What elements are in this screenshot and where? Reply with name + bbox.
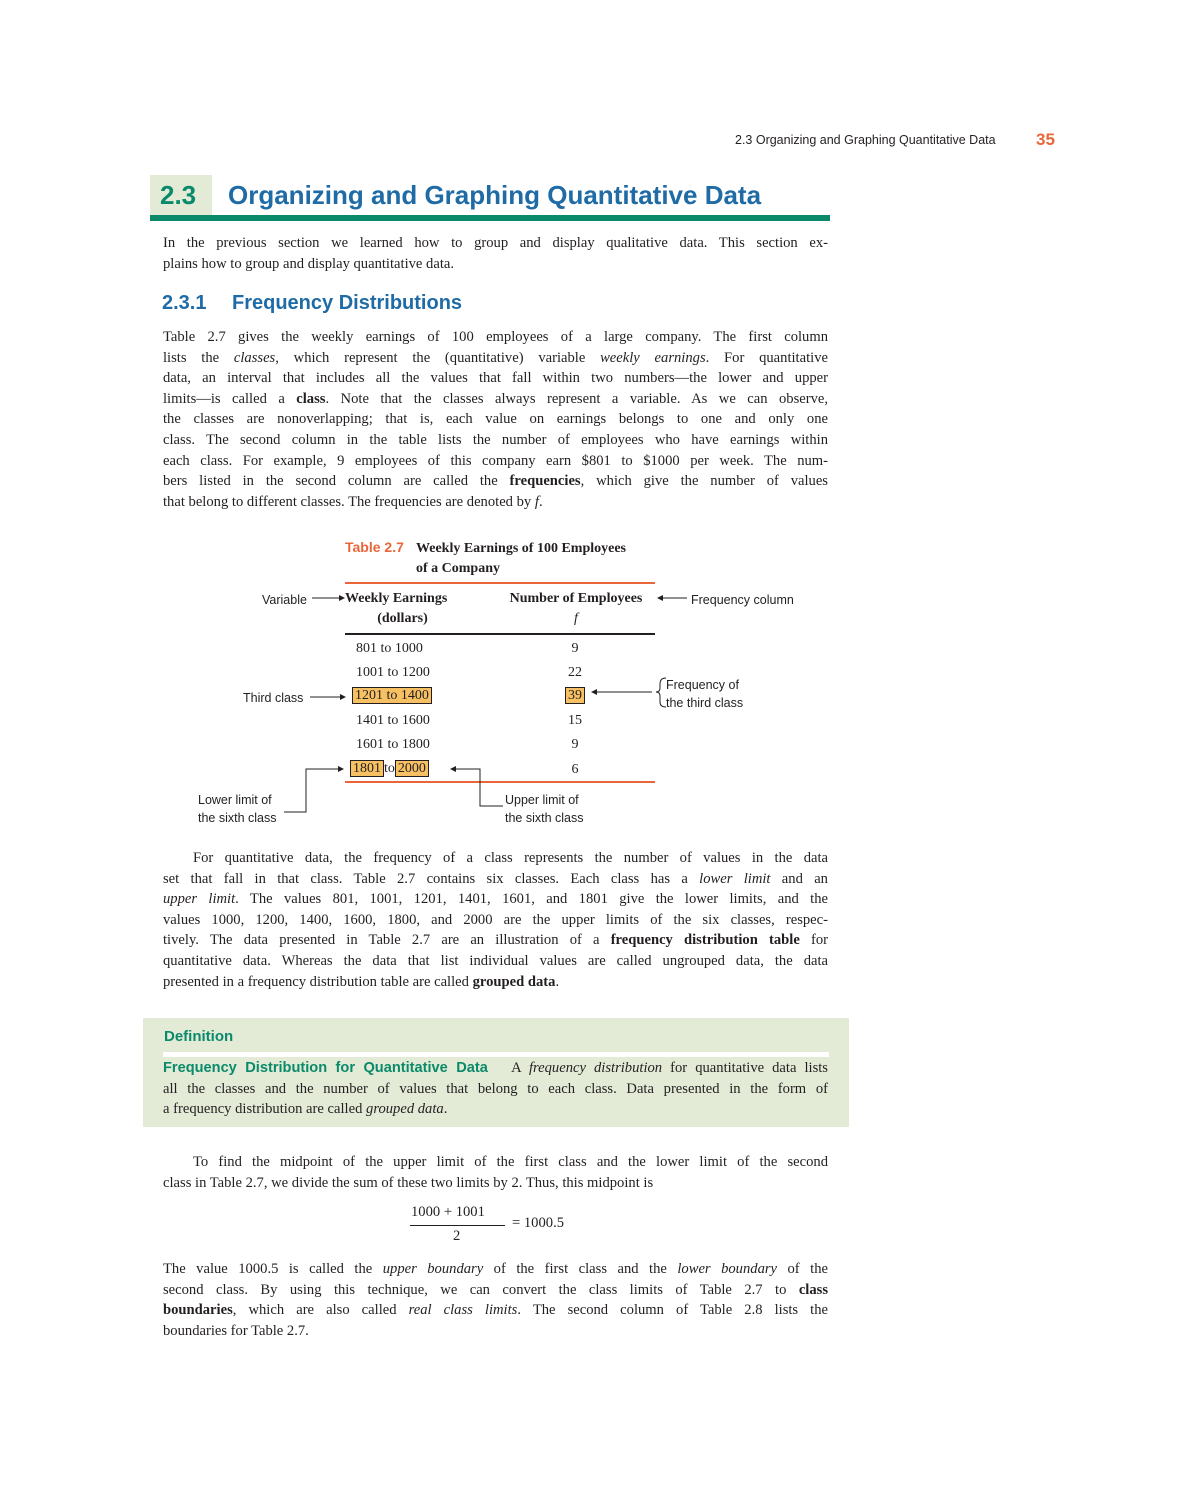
note-line: the sixth class [505, 811, 584, 825]
definition-rule [163, 1052, 829, 1057]
midpoint-paragraph [163, 1152, 828, 1193]
table-cell-f: 9 [571, 737, 579, 752]
formula-denominator: 2 [453, 1228, 461, 1244]
note-line: Upper limit of [505, 793, 579, 807]
table-caption-line: of a Company [416, 561, 501, 576]
text-line: Table 2.7 gives the weekly earnings of 100 employees of a large company. The first column [163, 329, 828, 345]
sixth-class-lower-highlight: 1801 [350, 760, 384, 777]
formula-fraction-bar [410, 1225, 505, 1226]
text-line: upper limit. The values 801, 1001, 1201, 1401, 1601, and 1801 give the lower limits, and the [163, 891, 828, 908]
text-line: bers listed in the second column are called the frequencies, which give the number of values [163, 473, 828, 490]
limits-paragraph [163, 848, 828, 992]
text-line: the classes are nonoverlapping; that is, each value on earnings belongs to one and only one [163, 411, 828, 428]
upper-limit-arrow [456, 769, 503, 806]
text-line: tively. The data presented in Table 2.7 are an illustration of a frequency distribution table for [163, 932, 829, 949]
text-line: Frequency Distribution for Quantitative Data A frequency distribution for quantitative data lists [163, 1060, 828, 1076]
formula-result: = 1000.5 [512, 1215, 565, 1231]
text-line: second class. By using this technique, we can convert the class limits of Table 2.7 to class [163, 1281, 828, 1298]
page-number: 35 [1036, 130, 1055, 149]
frequency-column-note: Frequency column [691, 593, 794, 607]
third-class-note: Third class [243, 691, 304, 705]
third-frequency-highlight: 39 [565, 687, 585, 704]
section-number: 2.3 [160, 180, 197, 210]
text-line: plains how to group and display quantitative data. [163, 255, 455, 272]
note-line: Lower limit of [198, 793, 272, 807]
table-label: Table 2.7 [345, 539, 404, 555]
class-sep: to [384, 761, 395, 776]
table-cell-f: 9 [571, 641, 579, 656]
table-cell-class: 801 to 1000 [356, 641, 423, 656]
text-line: class. The second column in the table lists the number of employees who have earnings within [163, 431, 828, 448]
sixth-class-upper-highlight: 2000 [395, 760, 429, 777]
text-line: all the classes and the number of values that belong to each class. Data presented in the form of [163, 1080, 828, 1097]
col-header-earnings-unit: (dollars) [377, 611, 428, 626]
text-line: limits—is called a class. Note that the classes always represent a variable. As we can observe, [163, 390, 829, 407]
running-header: 2.3 Organizing and Graphing Quantitative Data [735, 133, 996, 147]
subsection-title: Frequency Distributions [232, 292, 463, 314]
lower-limit-arrow [284, 769, 338, 812]
text-line: a frequency distribution are called grouped data. [163, 1101, 448, 1118]
note-line: Frequency of [666, 678, 739, 692]
definition-label: Definition [164, 1028, 234, 1045]
brace [656, 678, 666, 707]
table-cell-f: 6 [571, 762, 579, 777]
text-line: that belong to different classes. The frequencies are denoted by f. [163, 493, 543, 510]
text-line: quantitative data. Whereas the data that list individual values are called ungrouped data, the data [163, 952, 828, 969]
text-line: class in Table 2.7, we divide the sum of these two limits by 2. Thus, this midpoint is [163, 1174, 654, 1191]
note-line: the sixth class [198, 811, 277, 825]
table-cell-class: 1401 to 1600 [356, 713, 430, 728]
variable-note: Variable [262, 593, 307, 607]
class-upper: 1400 [400, 688, 429, 703]
col-header-employees: Number of Employees [509, 591, 643, 606]
text-line: The value 1000.5 is called the upper boundary of the first class and the lower boundary of the [163, 1261, 828, 1277]
text-line: data, an interval that includes all the values that fall within two numbers—the lower and upper [163, 370, 828, 387]
text-line: presented in a frequency distribution table are called grouped data. [163, 973, 560, 990]
note-line: the third class [666, 696, 744, 710]
text-line: boundaries for Table 2.7. [163, 1322, 309, 1339]
table-cell-class: 1601 to 1800 [356, 737, 430, 752]
text-line: For quantitative data, the frequency of a class represents the number of values in the data [193, 850, 828, 866]
text-line: each class. For example, 9 employees of this company earn $801 to $1000 per week. The num- [163, 452, 828, 469]
col-header-f: f [574, 611, 578, 626]
text-line: To find the midpoint of the upper limit of the first class and the lower limit of the second [193, 1154, 828, 1170]
text-line: In the previous section we learned how to group and display qualitative data. This section ex- [163, 235, 828, 251]
table-cell-f: 22 [568, 665, 582, 680]
class-sep: to [383, 688, 401, 703]
boundaries-paragraph [163, 1259, 828, 1341]
definition-text [163, 1058, 828, 1120]
section-title: Organizing and Graphing Quantitative Data [228, 180, 762, 210]
formula-numerator: 1000 + 1001 [411, 1204, 485, 1220]
subsection-number: 2.3.1 [162, 292, 207, 314]
text-line: boundaries, which are also called real class limits. The second column of Table 2.8 lists the [163, 1302, 829, 1319]
text-line: values 1000, 1200, 1400, 1600, 1800, and 2000 are the upper limits of the six classes, respec- [163, 911, 828, 928]
table-caption-line: Weekly Earnings of 100 Employees [416, 541, 627, 556]
col-header-earnings: Weekly Earnings [345, 591, 448, 606]
text-line: lists the classes, which represent the (quantitative) variable weekly earnings. For quantitative [163, 349, 828, 366]
class-lower: 1201 [355, 688, 383, 703]
table-cell-class: 1001 to 1200 [356, 665, 430, 680]
text-line: set that fall in that class. Table 2.7 contains six classes. Each class has a lower limit and an [163, 870, 828, 887]
table-cell-f: 15 [568, 713, 582, 728]
